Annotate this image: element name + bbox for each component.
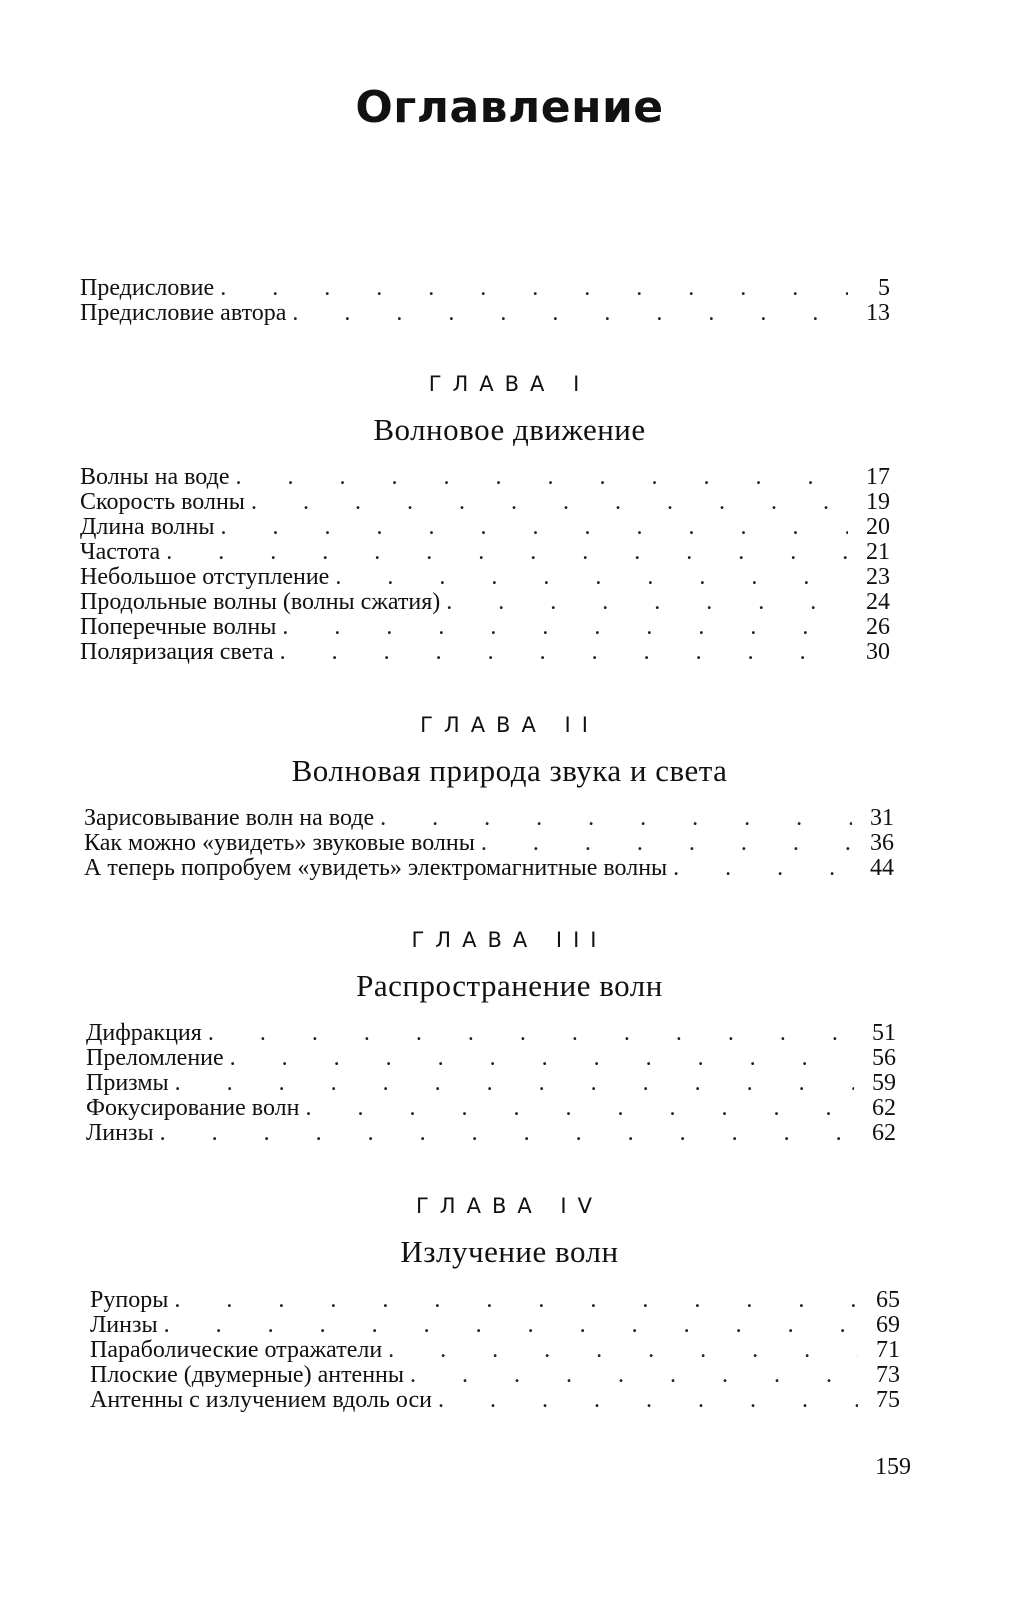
entry-page: 20: [866, 514, 890, 540]
leader-dots: [175, 1071, 854, 1096]
entry-page: 13: [866, 300, 890, 326]
entry-title: А теперь попробуем «увидеть» электромагнитные волны: [84, 855, 668, 881]
entry-title: Как можно «увидеть» звуковые волны: [84, 830, 475, 856]
toc-entry[interactable]: [90, 1363, 900, 1388]
leader-dots: [174, 1288, 858, 1313]
entry-title: Зарисовывание волн на воде: [84, 805, 375, 831]
toc-entry[interactable]: [90, 1388, 900, 1413]
entry-title: Частота: [80, 539, 161, 565]
chapter-label: ГЛАВА I: [428, 372, 591, 396]
entry-title: Дифракция: [86, 1020, 202, 1046]
entry-page: 19: [866, 489, 890, 515]
leader-dots: [282, 615, 848, 640]
toc-entry[interactable]: [80, 515, 890, 540]
toc-entry[interactable]: [80, 590, 890, 615]
chapter-title: Волновая природа звука и света: [291, 753, 728, 788]
entry-page: 51: [872, 1020, 896, 1046]
entry-page: 31: [870, 805, 894, 831]
entry-page: 30: [866, 639, 890, 665]
entry-title: Антенны с излучением вдоль оси: [90, 1387, 432, 1413]
entry-title: Скорость волны: [80, 489, 245, 515]
leader-dots: [388, 1338, 858, 1363]
entry-page: 62: [872, 1095, 896, 1121]
toc-entry[interactable]: [90, 1338, 900, 1363]
entry-page: 65: [876, 1287, 900, 1313]
entry-title: Продольные волны (волны сжатия): [80, 589, 441, 615]
leader-dots: [410, 1363, 858, 1388]
leader-dots: [280, 640, 848, 665]
leader-dots: [481, 831, 852, 856]
chapter-title: Распространение волн: [356, 968, 663, 1003]
chapter-title: Волновое движение: [373, 412, 646, 447]
leader-dots: [220, 276, 848, 301]
entry-title: Параболические отражатели: [90, 1337, 383, 1363]
toc-entry[interactable]: [84, 856, 894, 881]
entry-page: 69: [876, 1312, 900, 1338]
entry-page: 62: [872, 1120, 896, 1146]
entry-page: 59: [872, 1070, 896, 1096]
entry-page: 36: [870, 830, 894, 856]
toc-entry[interactable]: [90, 1313, 900, 1338]
entry-title: Плоские (двумерные) антенны: [90, 1362, 405, 1388]
entry-page: 44: [870, 855, 894, 881]
entry-title: Предисловие: [80, 275, 215, 301]
entry-title: Линзы: [86, 1120, 154, 1146]
leader-dots: [446, 590, 848, 615]
leader-dots: [160, 1121, 854, 1146]
front-matter-list: [80, 276, 890, 326]
entry-title: Преломление: [86, 1045, 224, 1071]
chapter-label: ГЛАВА III: [411, 928, 608, 952]
chapter-entries: [86, 1021, 896, 1146]
leader-dots: [235, 465, 848, 490]
page-number: 159: [875, 1454, 911, 1480]
toc-entry[interactable]: [80, 490, 890, 515]
leader-dots: [208, 1021, 854, 1046]
chapter-title: Излучение волн: [400, 1234, 619, 1269]
toc-entry[interactable]: [90, 1288, 900, 1313]
toc-entry[interactable]: [86, 1071, 896, 1096]
entry-page: 71: [876, 1337, 900, 1363]
entry-title: Волны на воде: [80, 464, 230, 490]
leader-dots: [164, 1313, 858, 1338]
toc-entry[interactable]: [86, 1021, 896, 1046]
chapter-label: ГЛАВА IV: [416, 1194, 603, 1218]
entry-page: 75: [876, 1387, 900, 1413]
toc-entry[interactable]: [86, 1046, 896, 1071]
entry-page: 26: [866, 614, 890, 640]
chapter-entries: [90, 1288, 900, 1413]
toc-entry[interactable]: [80, 301, 890, 326]
chapter-label: ГЛАВА II: [420, 713, 599, 737]
entry-page: 21: [866, 539, 890, 565]
entry-page: 56: [872, 1045, 896, 1071]
entry-title: Фокусирование волн: [86, 1095, 300, 1121]
entry-title: Предисловие автора: [80, 300, 287, 326]
toc-entry[interactable]: [80, 615, 890, 640]
entry-title: Линзы: [90, 1312, 158, 1338]
leader-dots: [673, 856, 852, 881]
entry-title: Поляризация света: [80, 639, 274, 665]
leader-dots: [230, 1046, 854, 1071]
chapter-entries: [84, 806, 894, 881]
leader-dots: [380, 806, 852, 831]
toc-entry[interactable]: [80, 465, 890, 490]
toc-entry[interactable]: [84, 806, 894, 831]
entry-page: 5: [878, 275, 890, 301]
toc-entry[interactable]: [80, 640, 890, 665]
leader-dots: [220, 515, 848, 540]
toc-entry[interactable]: [86, 1121, 896, 1146]
entry-title: Поперечные волны: [80, 614, 277, 640]
entry-page: 23: [866, 564, 890, 590]
leader-dots: [335, 565, 848, 590]
entry-title: Небольшое отступление: [80, 564, 330, 590]
toc-entry[interactable]: [84, 831, 894, 856]
entry-title: Призмы: [86, 1070, 169, 1096]
entry-title: Длина волны: [80, 514, 215, 540]
toc-entry[interactable]: [80, 565, 890, 590]
entry-page: 17: [866, 464, 890, 490]
toc-entry[interactable]: [86, 1096, 896, 1121]
entry-title: Рупоры: [90, 1287, 169, 1313]
toc-entry[interactable]: [80, 276, 890, 301]
leader-dots: [251, 490, 848, 515]
leader-dots: [305, 1096, 854, 1121]
entry-page: 73: [876, 1362, 900, 1388]
page-title: Оглавление: [355, 82, 664, 133]
leader-dots: [438, 1388, 858, 1413]
leader-dots: [166, 540, 848, 565]
chapter-entries: [80, 465, 890, 665]
leader-dots: [292, 301, 848, 326]
entry-page: 24: [866, 589, 890, 615]
toc-entry[interactable]: [80, 540, 890, 565]
